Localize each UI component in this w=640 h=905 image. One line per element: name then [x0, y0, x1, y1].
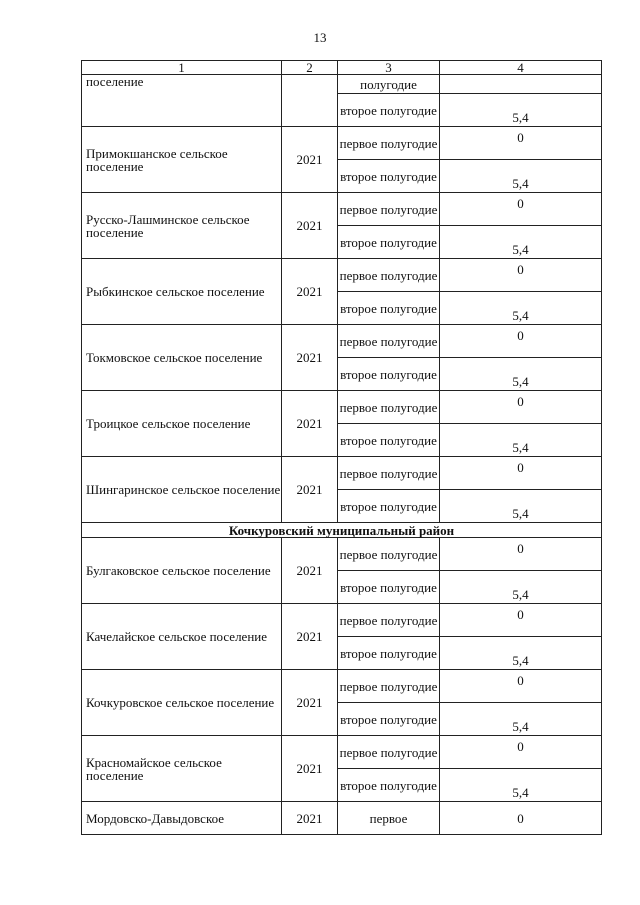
header-col-1: 1 [82, 61, 282, 75]
value-cell: 5,4 [440, 571, 602, 604]
half-year-cell: первое полугодие [338, 259, 440, 292]
year-cell: 2021 [282, 259, 338, 325]
data-table [81, 60, 602, 835]
value-cell: 5,4 [440, 358, 602, 391]
table-body [82, 61, 602, 835]
value-cell: 0 [440, 604, 602, 637]
value-cell: 5,4 [440, 94, 602, 127]
half-year-cell: первое полугодие [338, 325, 440, 358]
settlement-name: Токмовское сельское поселение [82, 325, 282, 391]
year-cell: 2021 [282, 670, 338, 736]
section-title: Кочкуровский муниципальный район [82, 523, 602, 538]
value-cell: 0 [440, 127, 602, 160]
settlement-name: Рыбкинское сельское поселение [82, 259, 282, 325]
table-row [82, 259, 602, 292]
settlement-name: Шингаринское сельское поселение [82, 457, 282, 523]
header-col-2: 2 [282, 61, 338, 75]
value-cell: 0 [440, 391, 602, 424]
table-row [82, 391, 602, 424]
table-row [82, 325, 602, 358]
value-cell: 5,4 [440, 703, 602, 736]
year-cell: 2021 [282, 802, 338, 835]
half-year-cell: полугодие [338, 75, 440, 94]
value-cell: 0 [440, 736, 602, 769]
table-row [82, 736, 602, 769]
table-row [82, 193, 602, 226]
header-col-4: 4 [440, 61, 602, 75]
value-cell: 5,4 [440, 769, 602, 802]
table-row [82, 127, 602, 160]
settlement-name: поселение [82, 75, 282, 127]
header-col-3: 3 [338, 61, 440, 75]
year-cell [282, 75, 338, 127]
settlement-name: Красномайское сельское поселение [82, 736, 282, 802]
year-cell: 2021 [282, 325, 338, 391]
half-year-cell: второе полугодие [338, 424, 440, 457]
value-cell: 0 [440, 193, 602, 226]
settlement-name: Мордовско-Давыдовское [82, 802, 282, 835]
half-year-cell: первое [338, 802, 440, 835]
settlement-name: Кочкуровское сельское поселение [82, 670, 282, 736]
year-cell: 2021 [282, 193, 338, 259]
table-row [82, 802, 602, 835]
settlement-name: Русско-Лашминское сельское поселение [82, 193, 282, 259]
settlement-name: Булгаковское сельское поселение [82, 538, 282, 604]
value-cell: 0 [440, 325, 602, 358]
half-year-cell: первое полугодие [338, 193, 440, 226]
page-number: 13 [313, 30, 327, 45]
half-year-cell: второе полугодие [338, 358, 440, 391]
value-cell: 5,4 [440, 226, 602, 259]
year-cell: 2021 [282, 604, 338, 670]
value-cell: 5,4 [440, 160, 602, 193]
table-row [82, 670, 602, 703]
value-cell: 0 [440, 259, 602, 292]
half-year-cell: второе полугодие [338, 490, 440, 523]
table-row [82, 604, 602, 637]
value-cell: 0 [440, 538, 602, 571]
settlement-name: Примокшанское сельское поселение [82, 127, 282, 193]
table-row [82, 75, 602, 94]
year-cell: 2021 [282, 736, 338, 802]
value-cell: 0 [440, 457, 602, 490]
half-year-cell: второе полугодие [338, 703, 440, 736]
half-year-cell: первое полугодие [338, 457, 440, 490]
settlement-name: Качелайское сельское поселение [82, 604, 282, 670]
year-cell: 2021 [282, 127, 338, 193]
half-year-cell: второе полугодие [338, 571, 440, 604]
header-row [82, 61, 602, 75]
half-year-cell: первое полугодие [338, 736, 440, 769]
table-row [82, 457, 602, 490]
half-year-cell: второе полугодие [338, 769, 440, 802]
half-year-cell: второе полугодие [338, 94, 440, 127]
value-cell: 5,4 [440, 637, 602, 670]
half-year-cell: первое полугодие [338, 670, 440, 703]
half-year-cell: первое полугодие [338, 391, 440, 424]
half-year-cell: второе полугодие [338, 637, 440, 670]
year-cell: 2021 [282, 457, 338, 523]
section-row [82, 523, 602, 538]
year-cell: 2021 [282, 391, 338, 457]
half-year-cell: второе полугодие [338, 160, 440, 193]
value-cell: 5,4 [440, 424, 602, 457]
half-year-cell: второе полугодие [338, 226, 440, 259]
half-year-cell: первое полугодие [338, 604, 440, 637]
value-cell: 5,4 [440, 490, 602, 523]
settlement-name: Троицкое сельское поселение [82, 391, 282, 457]
half-year-cell: первое полугодие [338, 127, 440, 160]
half-year-cell: первое полугодие [338, 538, 440, 571]
value-cell: 5,4 [440, 292, 602, 325]
table-row [82, 538, 602, 571]
year-cell: 2021 [282, 538, 338, 604]
value-cell: 0 [440, 670, 602, 703]
value-cell: 0 [440, 802, 602, 835]
half-year-cell: второе полугодие [338, 292, 440, 325]
value-cell [440, 75, 602, 94]
